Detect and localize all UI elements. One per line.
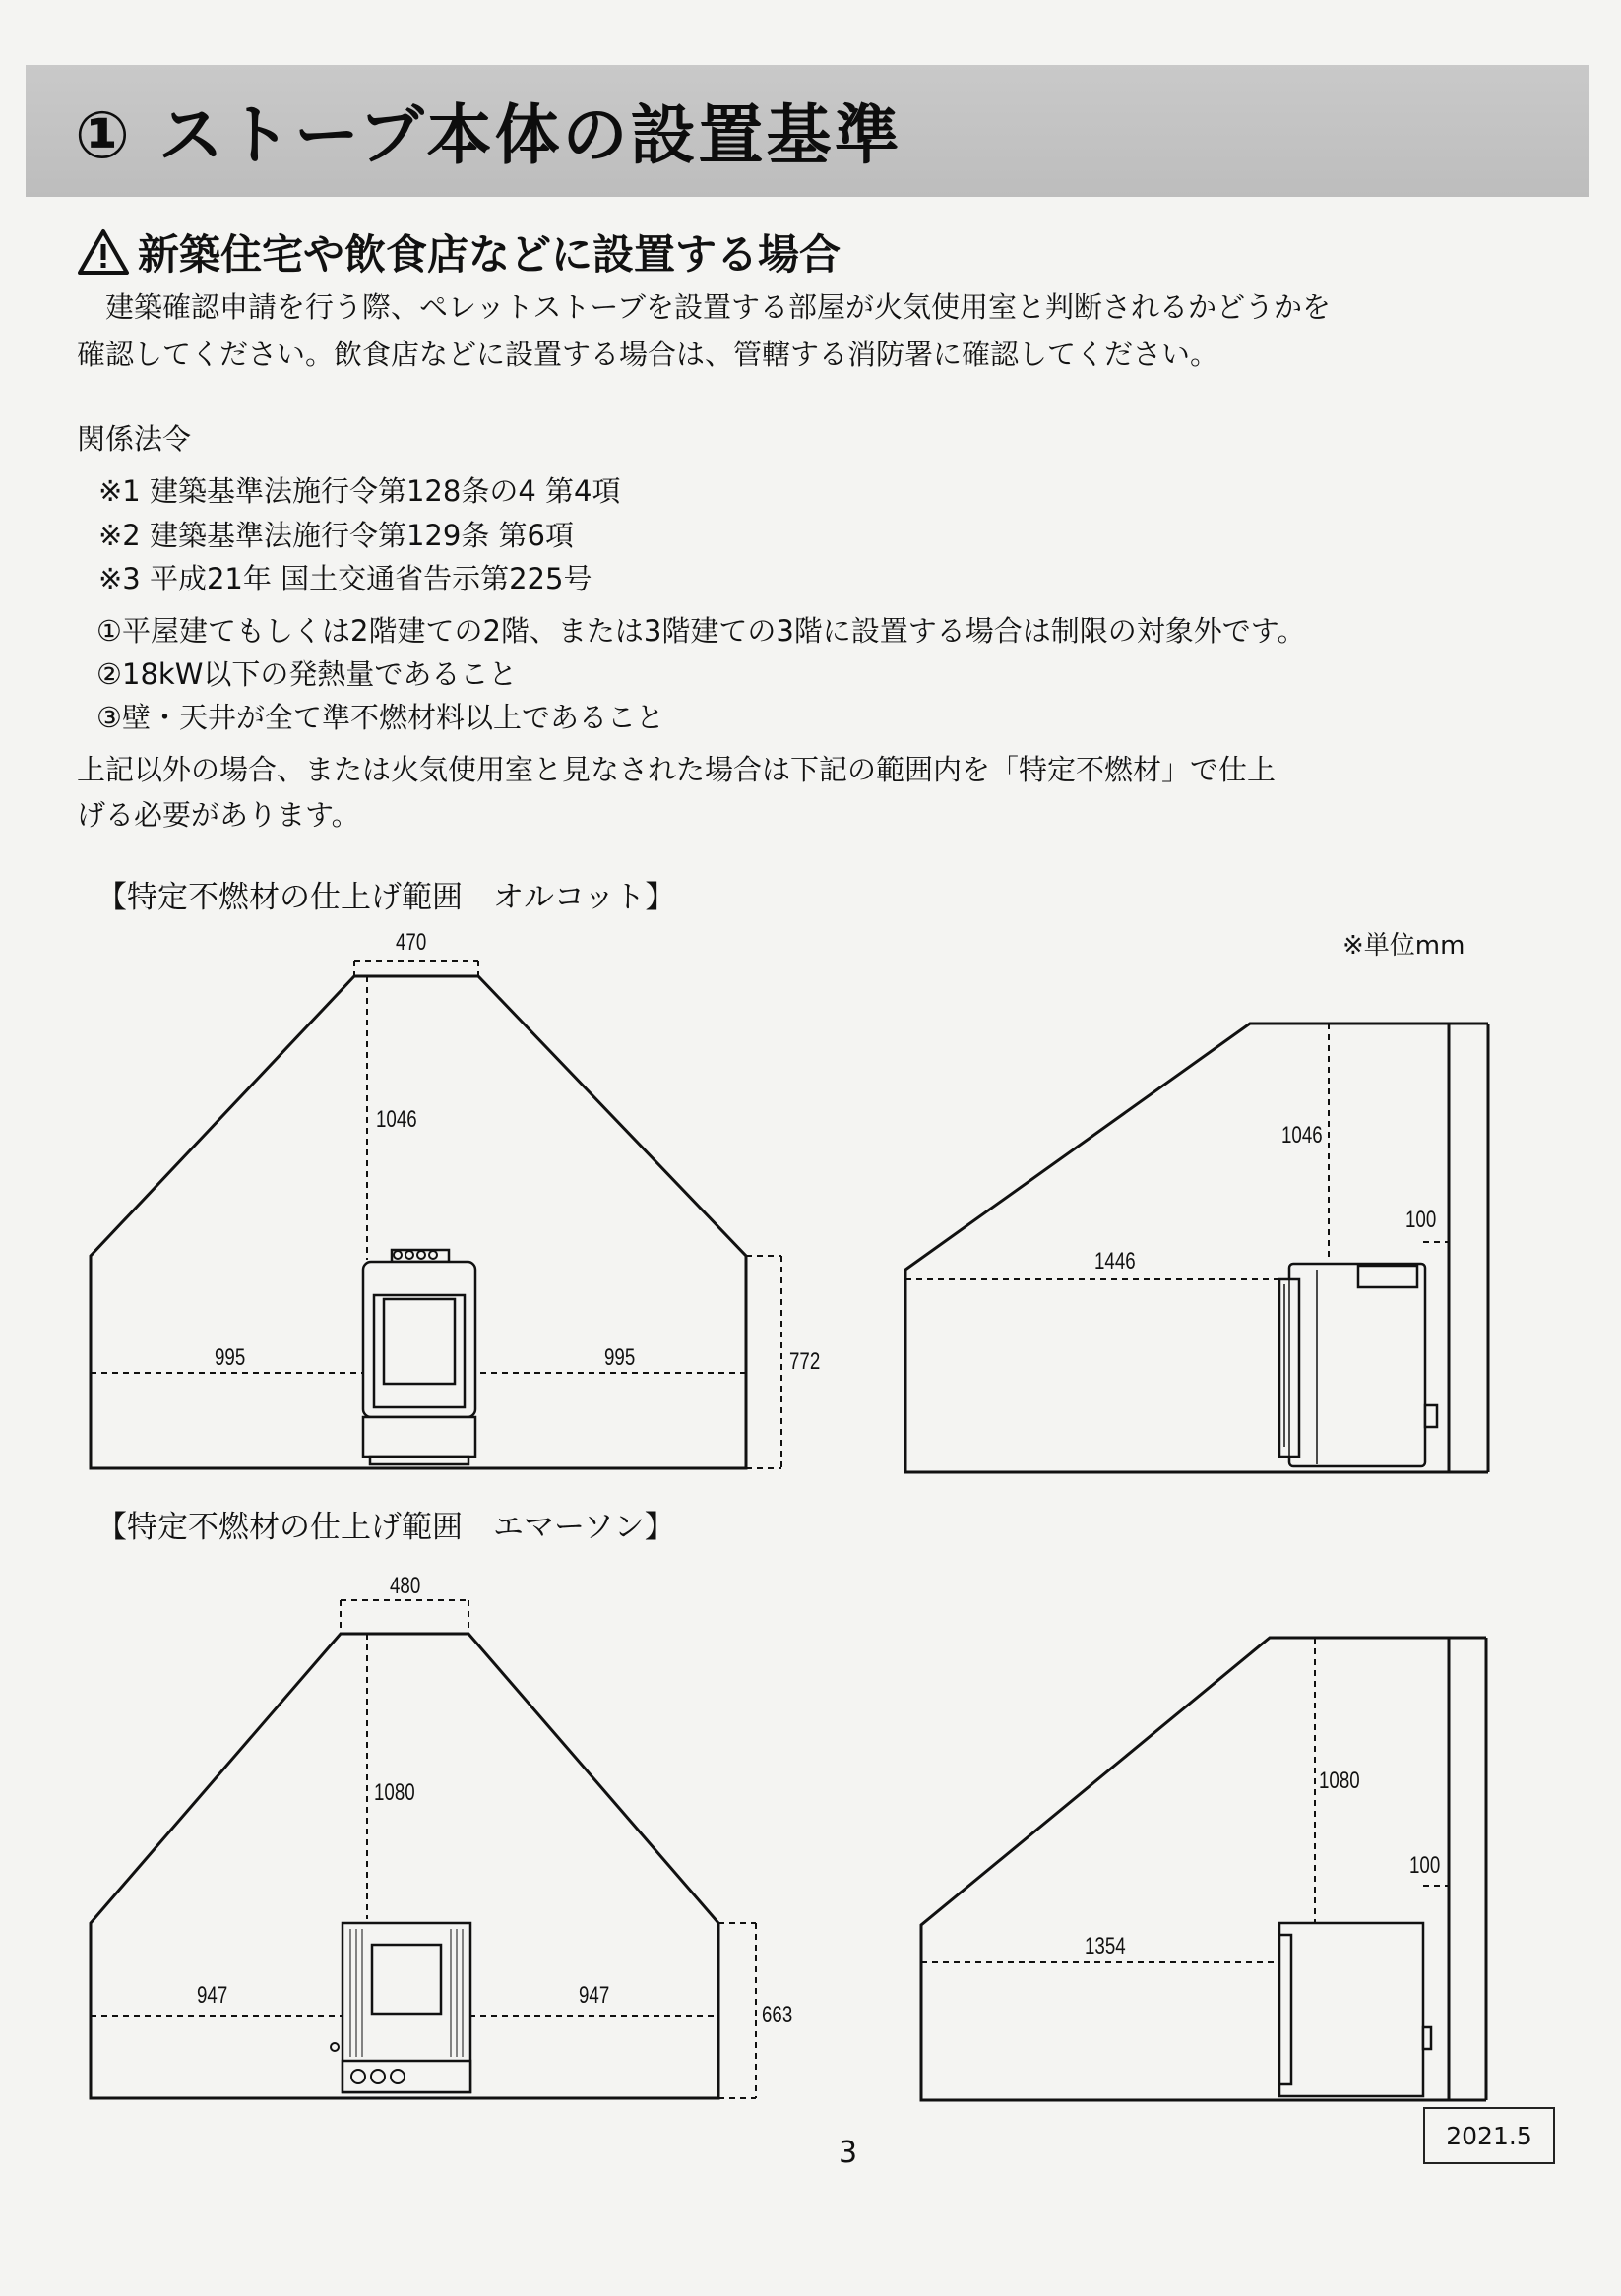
law-ref-3: ※3 平成21年 国土交通省告示第225号 bbox=[98, 562, 592, 595]
revision-date: 2021.5 bbox=[1423, 2107, 1555, 2164]
olcott-section-title: 【特定不燃材の仕上げ範囲 オルコット】 bbox=[96, 880, 676, 915]
olcott-front-right-width: 995 bbox=[604, 1344, 636, 1371]
notice-heading-text: 新築住宅や飲食店などに設置する場合 bbox=[138, 230, 842, 279]
law-condition-3: ③壁・天井が全て準不燃材料以上であること bbox=[96, 701, 664, 734]
olcott-front-top-width: 470 bbox=[396, 929, 427, 956]
page-title: ① ストーブ本体の設置基準 bbox=[75, 97, 903, 173]
emerson-side-height-above: 1080 bbox=[1319, 1768, 1360, 1794]
law-condition-1: ①平屋建てもしくは2階建ての2階、または3階建ての3階に設置する場合は制限の対象外です。 bbox=[96, 614, 1306, 648]
emerson-stove-side bbox=[1279, 1923, 1431, 2096]
notice-line-2: 確認してください。飲食店などに設置する場合は、管轄する消防署に確認してください。 bbox=[77, 338, 1219, 371]
emerson-front-right-width: 947 bbox=[579, 1982, 610, 2009]
olcott-front-left-width: 995 bbox=[215, 1344, 246, 1371]
page-number: 3 bbox=[839, 2136, 858, 2170]
law-ref-1: ※1 建築基準法施行令第128条の4 第4項 bbox=[98, 474, 621, 508]
olcott-side-wall-gap: 100 bbox=[1405, 1207, 1437, 1233]
law-condition-2: ②18kW以下の発熱量であること bbox=[96, 657, 518, 691]
emerson-front-left-width: 947 bbox=[197, 1982, 228, 2009]
law-ref-2: ※2 建築基準法施行令第129条 第6項 bbox=[98, 519, 574, 552]
olcott-side-height-above: 1046 bbox=[1281, 1122, 1323, 1148]
emerson-side-wall-gap: 100 bbox=[1409, 1852, 1441, 1879]
emerson-section-title: 【特定不燃材の仕上げ範囲 エマーソン】 bbox=[96, 1510, 675, 1545]
unit-note: ※単位mm bbox=[1342, 931, 1465, 961]
emerson-side-depth: 1354 bbox=[1085, 1933, 1126, 1959]
law-heading: 関係法令 bbox=[77, 422, 192, 456]
olcott-side-depth: 1446 bbox=[1094, 1248, 1136, 1274]
law-note-line-1: 上記以外の場合、または火気使用室と見なされた場合は下記の範囲内を「特定不燃材」で仕上 bbox=[77, 753, 1277, 786]
emerson-front-top-width: 480 bbox=[390, 1573, 421, 1599]
notice-line-1: 建築確認申請を行う際、ペレットストーブを設置する部屋が火気使用室と判断されるかどうかを bbox=[77, 290, 1331, 324]
olcott-front-height-above: 1046 bbox=[376, 1106, 417, 1133]
law-note-line-2: げる必要があります。 bbox=[77, 798, 360, 832]
emerson-front-height-above: 1080 bbox=[374, 1779, 415, 1806]
olcott-front-side-height: 772 bbox=[789, 1348, 821, 1375]
emerson-front-side-height: 663 bbox=[762, 2002, 793, 2028]
